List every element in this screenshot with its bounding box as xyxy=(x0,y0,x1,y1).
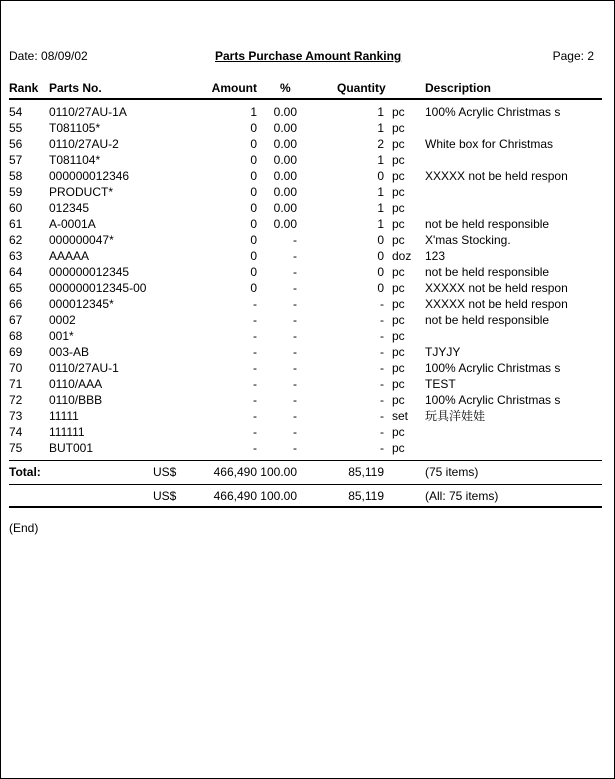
rank-cell: 73 xyxy=(9,409,23,423)
quantity-cell: - xyxy=(380,393,384,407)
quantity-cell: - xyxy=(380,377,384,391)
table-row xyxy=(1,376,614,392)
amount-cell: - xyxy=(253,361,257,375)
grand-total-quantity: 85,119 xyxy=(348,489,384,503)
column-header-amount: Amount xyxy=(211,81,257,95)
table-row xyxy=(1,392,614,408)
unit-cell: doz xyxy=(392,249,412,263)
part-number-cell: T081105* xyxy=(49,121,101,135)
amount-cell: 0 xyxy=(250,153,257,167)
part-number-cell: 000000012345-00 xyxy=(49,281,147,295)
rank-cell: 56 xyxy=(9,137,23,151)
table-row xyxy=(1,184,614,200)
part-number-cell: 0110/AAA xyxy=(49,377,103,391)
part-number-cell: 000000012345 xyxy=(49,265,130,279)
table-row xyxy=(1,344,614,360)
rank-cell: 55 xyxy=(9,121,23,135)
quantity-cell: 1 xyxy=(377,121,384,135)
percent-cell: 0.00 xyxy=(273,169,297,183)
rank-cell: 71 xyxy=(9,377,23,391)
percent-cell: - xyxy=(293,329,297,343)
table-row xyxy=(1,200,614,216)
part-number-cell: 11111 xyxy=(49,409,79,423)
amount-cell: - xyxy=(253,377,257,391)
total-currency: US$ xyxy=(153,465,177,479)
part-number-cell: 0110/27AU-1A xyxy=(49,105,127,119)
rank-cell: 60 xyxy=(9,201,23,215)
description-cell: X'mas Stocking. xyxy=(425,233,511,247)
grand-total-currency: US$ xyxy=(153,489,177,503)
grand-total-percent: 100.00 xyxy=(260,489,297,503)
part-number-cell: 012345 xyxy=(49,201,90,215)
unit-cell: pc xyxy=(392,265,405,279)
amount-cell: - xyxy=(253,425,257,439)
unit-cell: pc xyxy=(392,329,405,343)
unit-cell: pc xyxy=(392,169,405,183)
unit-cell: pc xyxy=(392,105,405,119)
percent-cell: - xyxy=(293,233,297,247)
unit-cell: pc xyxy=(392,425,405,439)
quantity-cell: - xyxy=(380,361,384,375)
table-row xyxy=(1,408,614,424)
quantity-cell: - xyxy=(380,425,384,439)
unit-cell: pc xyxy=(392,361,405,375)
table-row xyxy=(1,264,614,280)
part-number-cell: 000012345* xyxy=(49,297,114,311)
unit-cell: pc xyxy=(392,281,405,295)
total-middle-divider xyxy=(9,484,602,485)
grand-total-description: (All: 75 items) xyxy=(425,489,499,503)
quantity-cell: 1 xyxy=(377,185,384,199)
column-header-row xyxy=(1,80,614,96)
quantity-cell: - xyxy=(380,345,384,359)
amount-cell: 0 xyxy=(250,137,257,151)
column-header-description: Description xyxy=(425,81,492,95)
part-number-cell: A-0001A xyxy=(49,217,96,231)
quantity-cell: 0 xyxy=(377,281,384,295)
description-cell: 123 xyxy=(425,249,446,263)
quantity-cell: - xyxy=(380,441,384,455)
percent-cell: - xyxy=(293,297,297,311)
total-row xyxy=(1,464,614,480)
unit-cell: pc xyxy=(392,297,405,311)
unit-cell: pc xyxy=(392,217,405,231)
unit-cell: pc xyxy=(392,137,405,151)
amount-cell: 0 xyxy=(250,185,257,199)
quantity-cell: 1 xyxy=(377,153,384,167)
quantity-cell: 2 xyxy=(377,137,384,151)
percent-cell: - xyxy=(293,265,297,279)
table-row xyxy=(1,104,614,120)
percent-cell: 0.00 xyxy=(273,153,297,167)
unit-cell: pc xyxy=(392,345,405,359)
quantity-cell: 0 xyxy=(377,265,384,279)
part-number-cell: 111111 xyxy=(49,425,85,439)
amount-cell: 0 xyxy=(250,217,257,231)
table-row xyxy=(1,136,614,152)
description-cell: 100% Acrylic Christmas s xyxy=(425,393,561,407)
table-row xyxy=(1,328,614,344)
percent-cell: - xyxy=(293,425,297,439)
grand-total-row xyxy=(1,488,614,504)
rank-cell: 58 xyxy=(9,169,23,183)
table-row xyxy=(1,312,614,328)
percent-cell: - xyxy=(293,249,297,263)
total-top-divider xyxy=(9,460,602,461)
table-row xyxy=(1,152,614,168)
description-cell: XXXXX not be held respon xyxy=(425,281,568,295)
rank-cell: 57 xyxy=(9,153,23,167)
quantity-cell: - xyxy=(380,297,384,311)
total-quantity: 85,119 xyxy=(348,465,384,479)
amount-cell: - xyxy=(253,329,257,343)
part-number-cell: BUT001 xyxy=(49,441,94,455)
total-percent: 100.00 xyxy=(260,465,297,479)
part-number-cell: T081104* xyxy=(49,153,101,167)
rank-cell: 65 xyxy=(9,281,23,295)
description-cell: not be held responsible xyxy=(425,265,550,279)
total-bottom-divider xyxy=(9,506,602,508)
part-number-cell: 001* xyxy=(49,329,74,343)
rank-cell: 62 xyxy=(9,233,23,247)
amount-cell: 0 xyxy=(250,121,257,135)
grand-total-amount: 466,490 xyxy=(213,489,257,503)
unit-cell: pc xyxy=(392,185,405,199)
quantity-cell: 0 xyxy=(377,233,384,247)
percent-cell: - xyxy=(293,377,297,391)
rank-cell: 64 xyxy=(9,265,23,279)
rank-cell: 69 xyxy=(9,345,23,359)
table-row xyxy=(1,296,614,312)
header-divider xyxy=(9,98,602,100)
part-number-cell: 0002 xyxy=(49,313,76,327)
rank-cell: 70 xyxy=(9,361,23,375)
total-amount: 466,490 xyxy=(213,465,257,479)
report-title: Parts Purchase Amount Ranking xyxy=(215,49,402,63)
table-row xyxy=(1,424,614,440)
quantity-cell: - xyxy=(380,329,384,343)
column-header-parts-no: Parts No. xyxy=(49,81,102,95)
amount-cell: 0 xyxy=(250,281,257,295)
total-label: Total: xyxy=(9,465,41,479)
percent-cell: - xyxy=(293,361,297,375)
column-header-quantity: Quantity xyxy=(337,81,386,95)
total-description: (75 items) xyxy=(425,465,479,479)
percent-cell: - xyxy=(293,345,297,359)
report-date: Date: 08/09/02 xyxy=(9,49,88,63)
table-row xyxy=(1,440,614,456)
table-row xyxy=(1,248,614,264)
part-number-cell: 0110/27AU-1 xyxy=(49,361,119,375)
rank-cell: 54 xyxy=(9,105,23,119)
column-header-rank: Rank xyxy=(9,81,39,95)
description-cell: not be held responsible xyxy=(425,217,550,231)
rank-cell: 66 xyxy=(9,297,23,311)
unit-cell: pc xyxy=(392,313,405,327)
unit-cell: pc xyxy=(392,233,405,247)
description-cell: XXXXX not be held respon xyxy=(425,169,568,183)
percent-cell: 0.00 xyxy=(273,185,297,199)
part-number-cell: 003-AB xyxy=(49,345,90,359)
unit-cell: pc xyxy=(392,441,405,455)
table-row xyxy=(1,360,614,376)
part-number-cell: 0110/27AU-2 xyxy=(49,137,119,151)
table-row xyxy=(1,120,614,136)
percent-cell: 0.00 xyxy=(273,201,297,215)
description-cell: TJYJY xyxy=(425,345,461,359)
rank-cell: 68 xyxy=(9,329,23,343)
description-cell: 100% Acrylic Christmas s xyxy=(425,105,561,119)
percent-cell: - xyxy=(293,441,297,455)
percent-cell: 0.00 xyxy=(273,217,297,231)
amount-cell: - xyxy=(253,409,257,423)
end-marker: (End) xyxy=(9,521,39,535)
description-cell: White box for Christmas xyxy=(425,137,554,151)
part-number-cell: 0110/BBB xyxy=(49,393,103,407)
quantity-cell: 1 xyxy=(377,201,384,215)
part-number-cell: AAAAA xyxy=(49,249,90,263)
unit-cell: pc xyxy=(392,153,405,167)
column-header-percent: % xyxy=(280,81,291,95)
quantity-cell: 0 xyxy=(377,249,384,263)
amount-cell: - xyxy=(253,393,257,407)
table-row xyxy=(1,168,614,184)
quantity-cell: 1 xyxy=(377,105,384,119)
percent-cell: 0.00 xyxy=(273,105,297,119)
rank-cell: 63 xyxy=(9,249,23,263)
description-cell: not be held responsible xyxy=(425,313,550,327)
unit-cell: pc xyxy=(392,121,405,135)
amount-cell: - xyxy=(253,345,257,359)
table-row xyxy=(1,232,614,248)
rank-cell: 67 xyxy=(9,313,23,327)
percent-cell: - xyxy=(293,409,297,423)
quantity-cell: - xyxy=(380,409,384,423)
description-cell: TEST xyxy=(425,377,456,391)
rank-cell: 74 xyxy=(9,425,23,439)
percent-cell: - xyxy=(293,313,297,327)
page-number: Page: 2 xyxy=(552,49,594,63)
quantity-cell: 0 xyxy=(377,169,384,183)
part-number-cell: PRODUCT* xyxy=(49,185,114,199)
amount-cell: 0 xyxy=(250,201,257,215)
rank-cell: 75 xyxy=(9,441,23,455)
amount-cell: 1 xyxy=(250,105,257,119)
percent-cell: - xyxy=(293,281,297,295)
description-cell: XXXXX not be held respon xyxy=(425,297,568,311)
unit-cell: pc xyxy=(392,393,405,407)
amount-cell: - xyxy=(253,441,257,455)
amount-cell: - xyxy=(253,313,257,327)
percent-cell: 0.00 xyxy=(273,121,297,135)
unit-cell: pc xyxy=(392,377,405,391)
quantity-cell: - xyxy=(380,313,384,327)
amount-cell: 0 xyxy=(250,249,257,263)
unit-cell: pc xyxy=(392,201,405,215)
table-row xyxy=(1,280,614,296)
percent-cell: - xyxy=(293,393,297,407)
quantity-cell: 1 xyxy=(377,217,384,231)
part-number-cell: 000000047* xyxy=(49,233,114,247)
rank-cell: 61 xyxy=(9,217,23,231)
description-cell: 100% Acrylic Christmas s xyxy=(425,361,561,375)
amount-cell: 0 xyxy=(250,169,257,183)
amount-cell: 0 xyxy=(250,233,257,247)
table-row xyxy=(1,216,614,232)
percent-cell: 0.00 xyxy=(273,137,297,151)
description-cell: 玩具洋娃娃 xyxy=(425,409,486,423)
part-number-cell: 000000012346 xyxy=(49,169,130,183)
amount-cell: 0 xyxy=(250,265,257,279)
amount-cell: - xyxy=(253,297,257,311)
rank-cell: 59 xyxy=(9,185,23,199)
unit-cell: set xyxy=(392,409,409,423)
rank-cell: 72 xyxy=(9,393,23,407)
